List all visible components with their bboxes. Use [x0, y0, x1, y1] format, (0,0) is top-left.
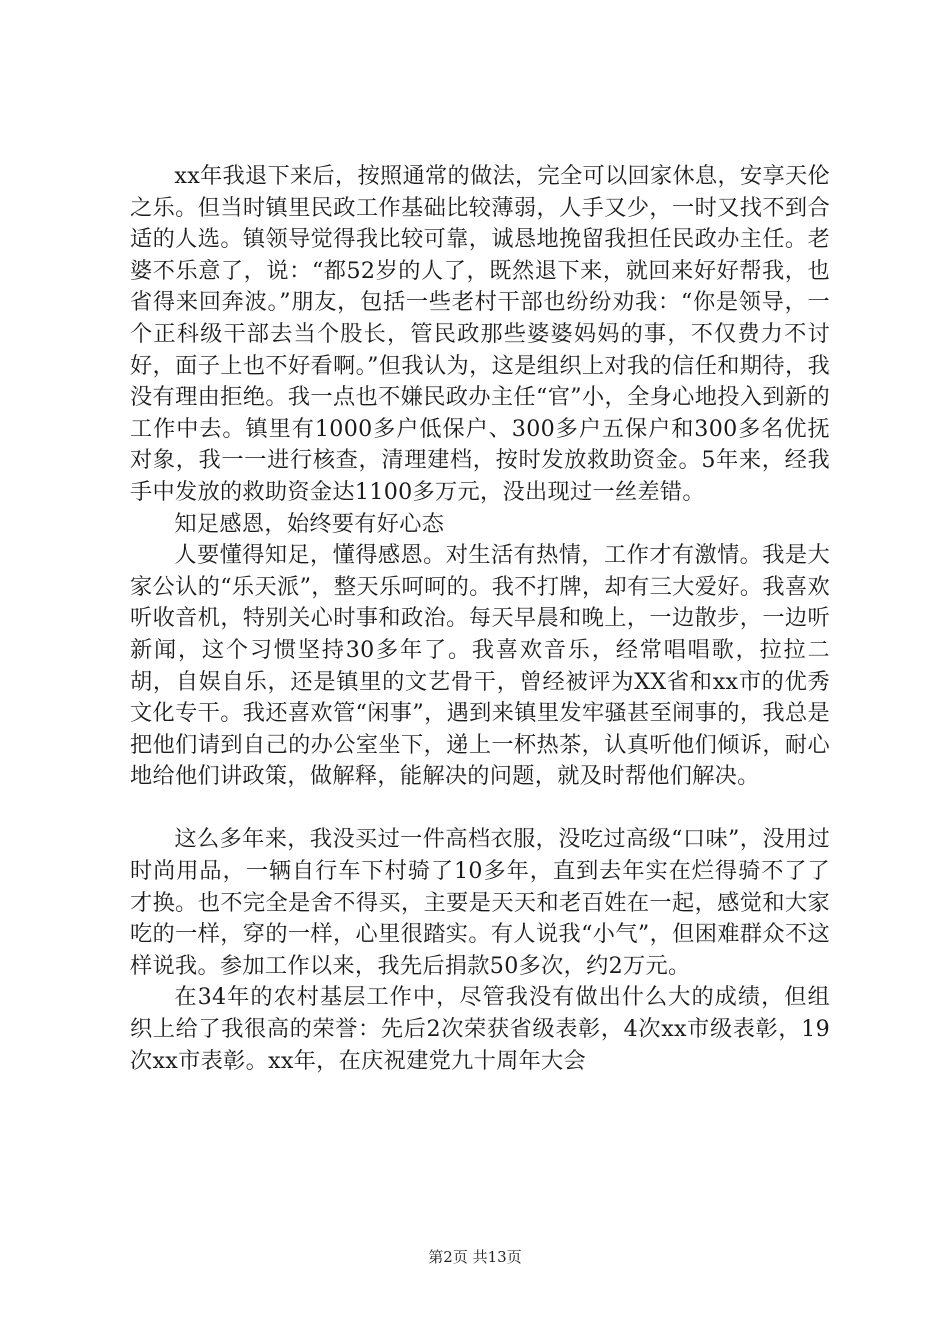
section-heading: 知足感恩，始终要有好心态: [174, 510, 445, 537]
paragraph-honors: 在34年的农村基层工作中，尽管我没有做出什么大的成绩，但组织上给了我很高的荣誉：先后2次荣获省级表彰，4次xx市级表彰，19次xx市表彰。xx年，在庆祝建党九十周年大会: [130, 984, 830, 1074]
paragraph-frugality: 这么多年来，我没买过一件高档衣服，没吃过高级“口味”，没用过时尚用品，一辆自行车下村骑了10多年，直到去年实在烂得骑不了了才换。也不完全是舍不得买，主要是天天和老百姓在一起，感觉和大家吃的一样，穿的一样，心里很踏实。有人说我“小气”，但困难群众不这样说我。参加工作以来，我先后捐款50多次，约2万元。: [130, 826, 830, 979]
paragraph-retirement: xx年我退下来后，按照通常的做法，完全可以回家休息，安享天伦之乐。但当时镇里民政工作基础比较薄弱，人手又少，一时又找不到合适的人选。镇领导觉得我比较可靠，诚恳地挽留我担任民政办主任。老婆不乐意了，说：“都52岁的人了，既然退下来，就回来好好帮我，也省得来回奔波。”朋友，包括一些老村干部也纷纷劝我：“你是领导，一个正科级干部去当个股长，管民政那些婆婆妈妈的事，不仅费力不讨好，面子上也不好看啊。”但我认为，这是组织上对我的信任和期待，我没有理由拒绝。我一点也不嫌民政办主任“官”小，全身心地投入到新的工作中去。镇里有1000多户低保户、300多户五保户和300多名优抚对象，我一一进行核查，清理建档，按时发放救助资金。5年来，经我手中发放的救助资金达1100多万元，没出现过一丝差错。: [130, 163, 830, 505]
paragraph-spacer: [130, 793, 830, 825]
paragraph-hobbies: 人要懂得知足，懂得感恩。对生活有热情，工作才有激情。我是大家公认的“乐天派”，整天乐呵呵的。我不打牌，却有三大爱好。我喜欢听收音机，特别关心时事和政治。每天早晨和晚上，一边散步，一边听新闻，这个习惯坚持30多年了。我喜欢音乐，经常唱唱歌，拉拉二胡，自娱自乐，还是镇里的文艺骨干，曾经被评为XX省和xx市的优秀文化专干。我还喜欢管“闲事”，遇到来镇里发牢骚甚至闹事的，我总是把他们请到自己的办公室坐下，递上一杯热茶，认真听他们倾诉，耐心地给他们讲政策，做解释，能解决的问题，就及时帮他们解决。: [130, 542, 830, 790]
page-number-footer: 第2页 共13页: [428, 1248, 522, 1266]
document-body: [130, 161, 830, 1077]
